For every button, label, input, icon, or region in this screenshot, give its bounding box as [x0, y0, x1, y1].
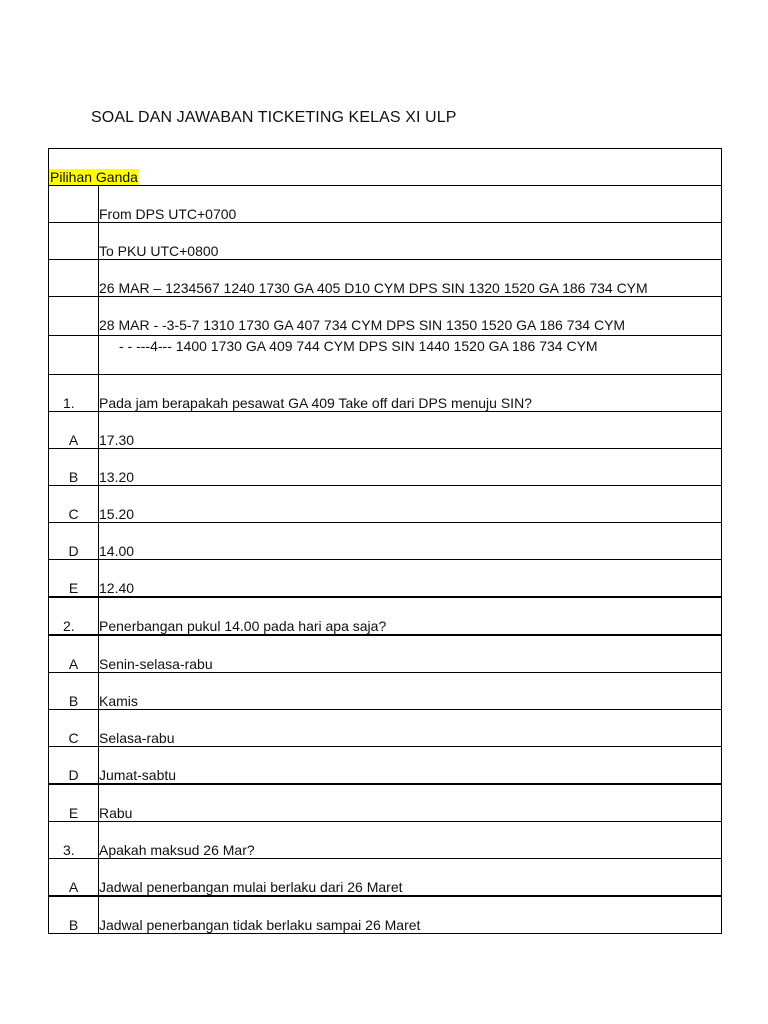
option-letter: D [49, 523, 99, 560]
option-text: Jumat-sabtu [99, 747, 722, 785]
option-text: Rabu [99, 784, 722, 822]
question-text: Penerbangan pukul 14.00 pada hari apa saja? [99, 597, 722, 635]
empty-cell [49, 297, 99, 336]
question-text: Apakah maksud 26 Mar? [99, 822, 722, 859]
option-row [49, 710, 722, 747]
question-number: 3. [49, 822, 99, 859]
option-letter: B [49, 449, 99, 486]
option-row [49, 747, 722, 785]
empty-cell [49, 223, 99, 260]
info-schedule-3-cell [99, 336, 722, 375]
header-row [49, 149, 722, 186]
empty-cell [49, 186, 99, 223]
question-row [49, 822, 722, 859]
info-row-schedule-1 [49, 260, 722, 297]
info-from: From DPS UTC+0700 [99, 186, 722, 223]
option-row [49, 412, 722, 449]
option-text: Senin-selasa-rabu [99, 635, 722, 673]
info-row-schedule-2 [49, 297, 722, 336]
option-text: Kamis [99, 673, 722, 710]
option-text: 15.20 [99, 486, 722, 523]
option-row [49, 673, 722, 710]
option-text: 12.40 [99, 560, 722, 598]
option-letter: E [49, 784, 99, 822]
document-title: SOAL DAN JAWABAN TICKETING KELAS XI ULP [91, 109, 457, 126]
option-row [49, 449, 722, 486]
option-text: Jadwal penerbangan mulai berlaku dari 26 Maret [99, 859, 722, 897]
info-schedule-1: 26 MAR – 1234567 1240 1730 GA 405 D10 CYM DPS SIN 1320 1520 GA 186 734 CYM [99, 260, 722, 297]
question-table [48, 148, 722, 934]
option-letter: A [49, 859, 99, 897]
option-row [49, 486, 722, 523]
question-number: 2. [49, 597, 99, 635]
empty-cell [49, 336, 99, 375]
empty-cell [49, 260, 99, 297]
option-row [49, 896, 722, 934]
option-row [49, 784, 722, 822]
info-row-schedule-3 [49, 336, 722, 375]
option-row [49, 635, 722, 673]
option-letter: A [49, 412, 99, 449]
question-row [49, 375, 722, 412]
option-text: 14.00 [99, 523, 722, 560]
option-row [49, 523, 722, 560]
option-letter: D [49, 747, 99, 785]
option-text: Selasa-rabu [99, 710, 722, 747]
option-text: 13.20 [99, 449, 722, 486]
info-to: To PKU UTC+0800 [99, 223, 722, 260]
question-number: 1. [49, 375, 99, 412]
info-schedule-3: - - ---4--- 1400 1730 GA 409 744 CYM DPS SIN 1440 1520 GA 186 734 CYM [119, 338, 598, 354]
option-letter: C [49, 710, 99, 747]
option-text: 17.30 [99, 412, 722, 449]
info-schedule-2: 28 MAR - -3-5-7 1310 1730 GA 407 734 CYM DPS SIN 1350 1520 GA 186 734 CYM [99, 297, 722, 336]
question-text: Pada jam berapakah pesawat GA 409 Take off dari DPS menuju SIN? [99, 375, 722, 412]
header-cell [49, 149, 722, 186]
option-letter: A [49, 635, 99, 673]
option-text: Jadwal penerbangan tidak berlaku sampai 26 Maret [99, 896, 722, 934]
option-letter: E [49, 560, 99, 598]
option-letter: B [49, 896, 99, 934]
option-row [49, 859, 722, 897]
option-letter: B [49, 673, 99, 710]
section-label: Pilihan Ganda [50, 169, 138, 185]
option-letter: C [49, 486, 99, 523]
option-row [49, 560, 722, 598]
info-row-from [49, 186, 722, 223]
question-row [49, 597, 722, 635]
info-row-to [49, 223, 722, 260]
